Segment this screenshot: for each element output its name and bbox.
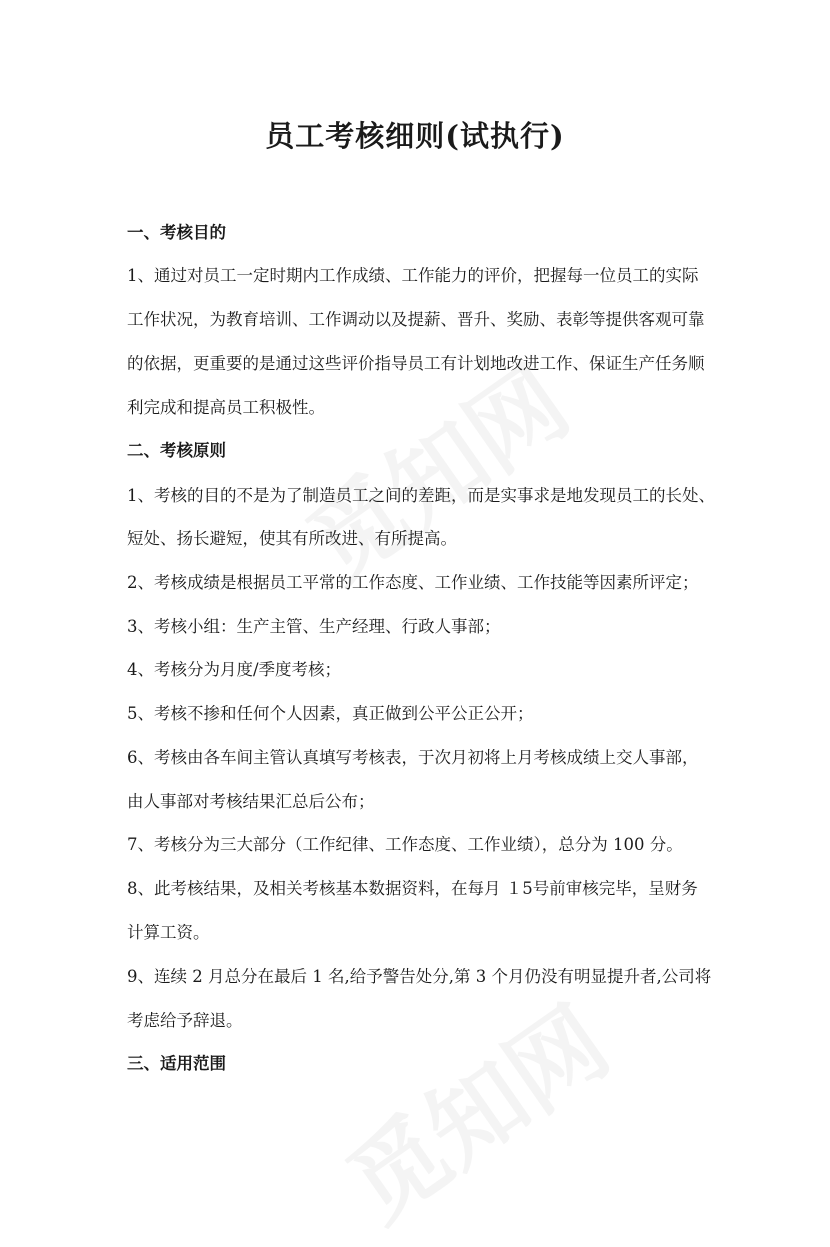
paragraph-line: 工作状况，为教育培训、工作调动以及提薪、晋升、奖励、表彰等提供客观可靠 — [127, 310, 705, 329]
paragraph-line: 利完成和提高员工积极性。 — [127, 398, 325, 417]
paragraph-line: 短处、扬长避短，使其有所改进、有所提高。 — [127, 529, 457, 548]
paragraph-line: 由人事部对考核结果汇总后公布； — [127, 792, 375, 811]
paragraph-line: 的依据，更重要的是通过这些评价指导员工有计划地改进工作、保证生产任务顺 — [127, 354, 705, 373]
paragraph-line: 9、连续 2 月总分在最后 1 名,给予警告处分,第 3 个月仍没有明显提升者,公司将 — [127, 967, 712, 986]
section-heading-scope: 三、适用范围 — [127, 1054, 226, 1073]
section-heading-principles: 二、考核原则 — [127, 441, 226, 460]
paragraph-line: 7、考核分为三大部分（工作纪律、工作态度、工作业绩），总分为 100 分。 — [127, 835, 683, 854]
paragraph-line: 计算工资。 — [127, 923, 210, 942]
document-title: 员工考核细则(试执行) — [265, 119, 565, 153]
paragraph-line: 1、通过对员工一定时期内工作成绩、工作能力的评价，把握每一位员工的实际 — [127, 266, 699, 285]
paragraph-line: 4、考核分为月度/季度考核； — [127, 660, 342, 679]
paragraph-line: 6、考核由各车间主管认真填写考核表，于次月初将上月考核成绩上交人事部， — [127, 748, 699, 767]
paragraph-line: 8、此考核结果，及相关考核基本数据资料，在每月 １5号前审核完毕，呈财务 — [127, 879, 698, 898]
paragraph-line: 考虑给予辞退。 — [127, 1011, 243, 1030]
section-heading-purpose: 一、考核目的 — [127, 223, 226, 242]
paragraph-line: 2、考核成绩是根据员工平常的工作态度、工作业绩、工作技能等因素所评定； — [127, 573, 699, 592]
paragraph-line: 3、考核小组：生产主管、生产经理、行政人事部； — [127, 617, 501, 636]
paragraph-line: 5、考核不掺和任何个人因素，真正做到公平公正公开； — [127, 704, 534, 723]
paragraph-line: 1、考核的目的不是为了制造员工之间的差距，而是实事求是地发现员工的长处、 — [127, 486, 715, 505]
